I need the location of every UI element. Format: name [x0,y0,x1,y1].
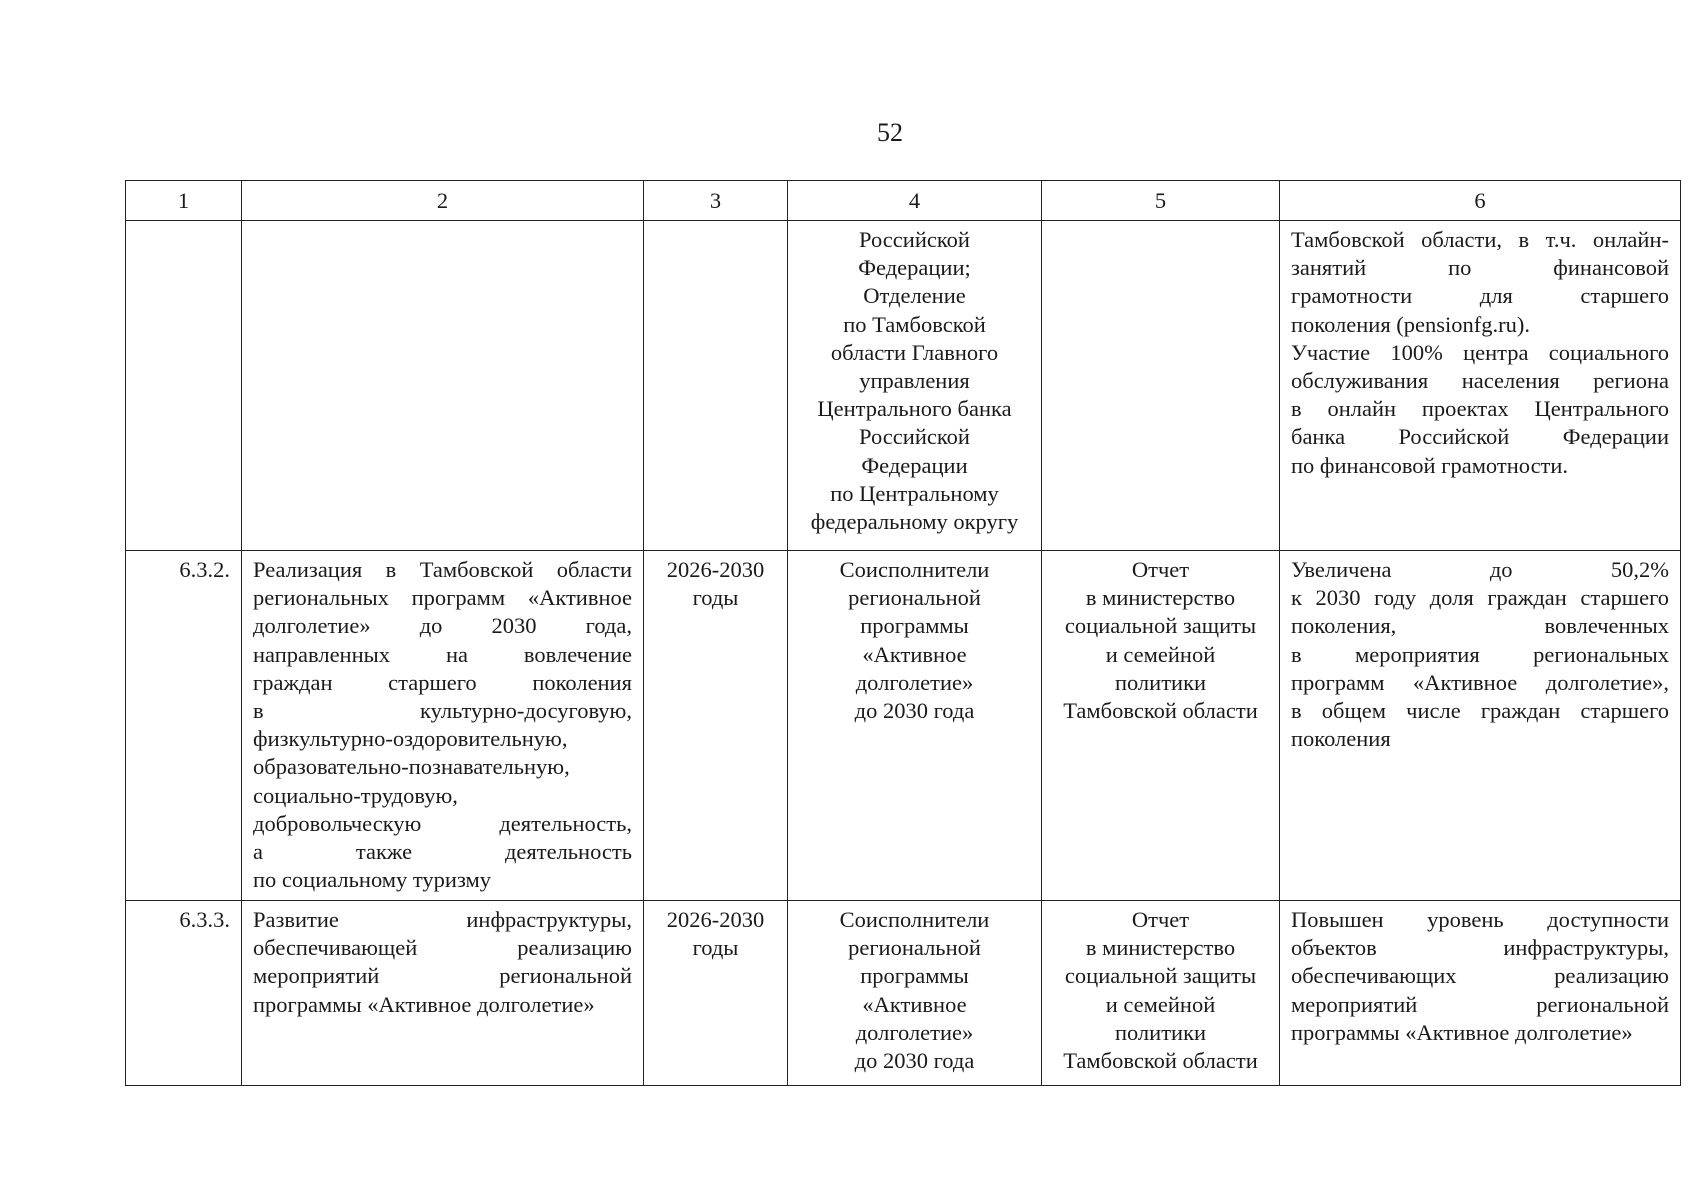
executor-line: Федерации; [858,255,971,281]
executor-line: программы [860,613,969,639]
cell-item-number: 6.3.2. [126,551,242,901]
result-line: к 2030 году доля граждан старшего [1291,585,1669,611]
executor-line: Соисполнители [839,907,990,932]
executor-line: Центрального банка [817,396,1012,422]
cell-report [1042,221,1280,551]
cell-measure-name [242,901,644,1086]
result-line: поколения, вовлеченных [1291,613,1669,639]
column-header-5: 5 [1042,181,1280,221]
cell-executor [788,551,1042,901]
cell-report [1042,901,1280,1086]
result-line: обеспечивающих реализацию [1291,963,1669,989]
report-line: политики [1114,669,1207,695]
cell-period [644,901,788,1086]
measure-name-line: добровольческую деятельность, [253,810,632,836]
result-line: Участие 100% центра социального [1291,339,1669,365]
measure-name-line: долголетие» до 2030 года, [253,613,632,639]
report-line: Тамбовской области [1063,1048,1258,1074]
result-line: обслуживания населения региона [1291,368,1669,394]
measure-name-line: в культурно-досуговую, [253,698,632,724]
period-line: годы [692,585,739,611]
report-line: в министерство [1085,935,1236,961]
measure-name-line: мероприятий региональной [253,963,632,989]
executor-line: долголетие» [855,1019,974,1045]
cell-period [644,551,788,901]
column-header-4: 4 [788,181,1042,221]
measures-table [125,180,1681,1086]
result-line: занятий по финансовой [1291,255,1669,281]
period-line: 2026-2030 [666,907,765,932]
cell-expected-result [1280,221,1681,551]
report-line: Тамбовской области [1063,698,1258,724]
result-line: грамотности для старшего [1291,283,1669,309]
report-line: и семейной [1105,641,1216,667]
measure-name-line: региональных программ «Активное [253,585,632,611]
measure-name-line: Развитие инфраструктуры, [253,907,632,932]
executor-line: Российской [859,227,970,252]
column-header-3: 3 [644,181,788,221]
table-row [126,221,1681,551]
cell-period [644,221,788,551]
cell-item-number [126,221,242,551]
report-line: социальной защиты [1064,963,1257,989]
executor-line: до 2030 года [854,698,975,724]
report-line: в министерство [1085,585,1236,611]
executor-line: Отделение [863,283,966,309]
result-line: в мероприятия региональных [1291,641,1669,667]
executor-line: «Активное [862,991,967,1017]
measure-name-line: программы «Активное долголетие» [253,991,595,1017]
cell-executor [788,221,1042,551]
result-line: поколения [1291,726,1391,752]
cell-report [1042,551,1280,901]
executor-line: Федерации [861,452,968,478]
executor-line: до 2030 года [854,1048,975,1074]
report-line: социальной защиты [1064,613,1257,639]
measure-name-line: физкультурно-оздоровительную, [253,726,568,752]
executor-line: по Центральному [830,480,999,506]
executor-line: региональной [848,585,981,611]
result-line: в общем числе граждан старшего [1291,698,1669,724]
measure-name-line: граждан старшего поколения [253,669,632,695]
cell-expected-result [1280,901,1681,1086]
result-line: по финансовой грамотности. [1291,452,1569,478]
report-line: Отчет [1131,557,1190,582]
executor-line: федеральному округу [810,509,1019,535]
measure-name-line: а также деятельность [253,839,632,865]
period-line: 2026-2030 [666,557,765,582]
measure-name-line: Реализация в Тамбовской области [253,557,632,582]
table-row [126,551,1681,901]
measure-name-line: направленных на вовлечение [253,641,632,667]
executor-line: Российской [859,424,970,450]
executor-line: области Главного [830,339,999,365]
result-line: поколения (pensionfg.ru). [1291,311,1531,337]
result-line: мероприятий региональной [1291,991,1669,1017]
table-header-row [126,181,1681,221]
table-row [126,901,1681,1086]
result-line: объектов инфраструктуры, [1291,935,1669,961]
cell-expected-result [1280,551,1681,901]
result-line: Повышен уровень доступности [1291,907,1669,932]
executor-line: по Тамбовской [843,311,986,337]
measure-name-line: образовательно-познавательную, [253,754,570,780]
measure-name-line: социально-трудовую, [253,782,458,808]
executor-line: управления [859,368,970,394]
report-line: политики [1114,1019,1207,1045]
result-line: Увеличена до 50,2% [1291,557,1669,582]
result-line: в онлайн проектах Центрального [1291,396,1669,422]
executor-line: региональной [848,935,981,961]
column-header-6: 6 [1280,181,1681,221]
report-line: и семейной [1105,991,1216,1017]
result-line: программы «Активное долголетие» [1291,1019,1633,1045]
executor-line: программы [860,963,969,989]
cell-executor [788,901,1042,1086]
measure-name-line: обеспечивающей реализацию [253,935,632,961]
executor-line: долголетие» [855,669,974,695]
column-header-1: 1 [126,181,242,221]
measure-name-line: по социальному туризму [253,867,492,893]
period-line: годы [692,935,739,961]
column-header-2: 2 [242,181,644,221]
cell-measure-name [242,551,644,901]
report-line: Отчет [1131,907,1190,932]
result-line: Тамбовской области, в т.ч. онлайн- [1291,227,1669,252]
result-line: банка Российской Федерации [1291,424,1669,450]
executor-line: «Активное [862,641,967,667]
executor-line: Соисполнители [839,557,990,582]
cell-item-number: 6.3.3. [126,901,242,1086]
result-line: программ «Активное долголетие», [1291,669,1669,695]
page-number: 52 [877,118,903,147]
cell-measure-name [242,221,644,551]
